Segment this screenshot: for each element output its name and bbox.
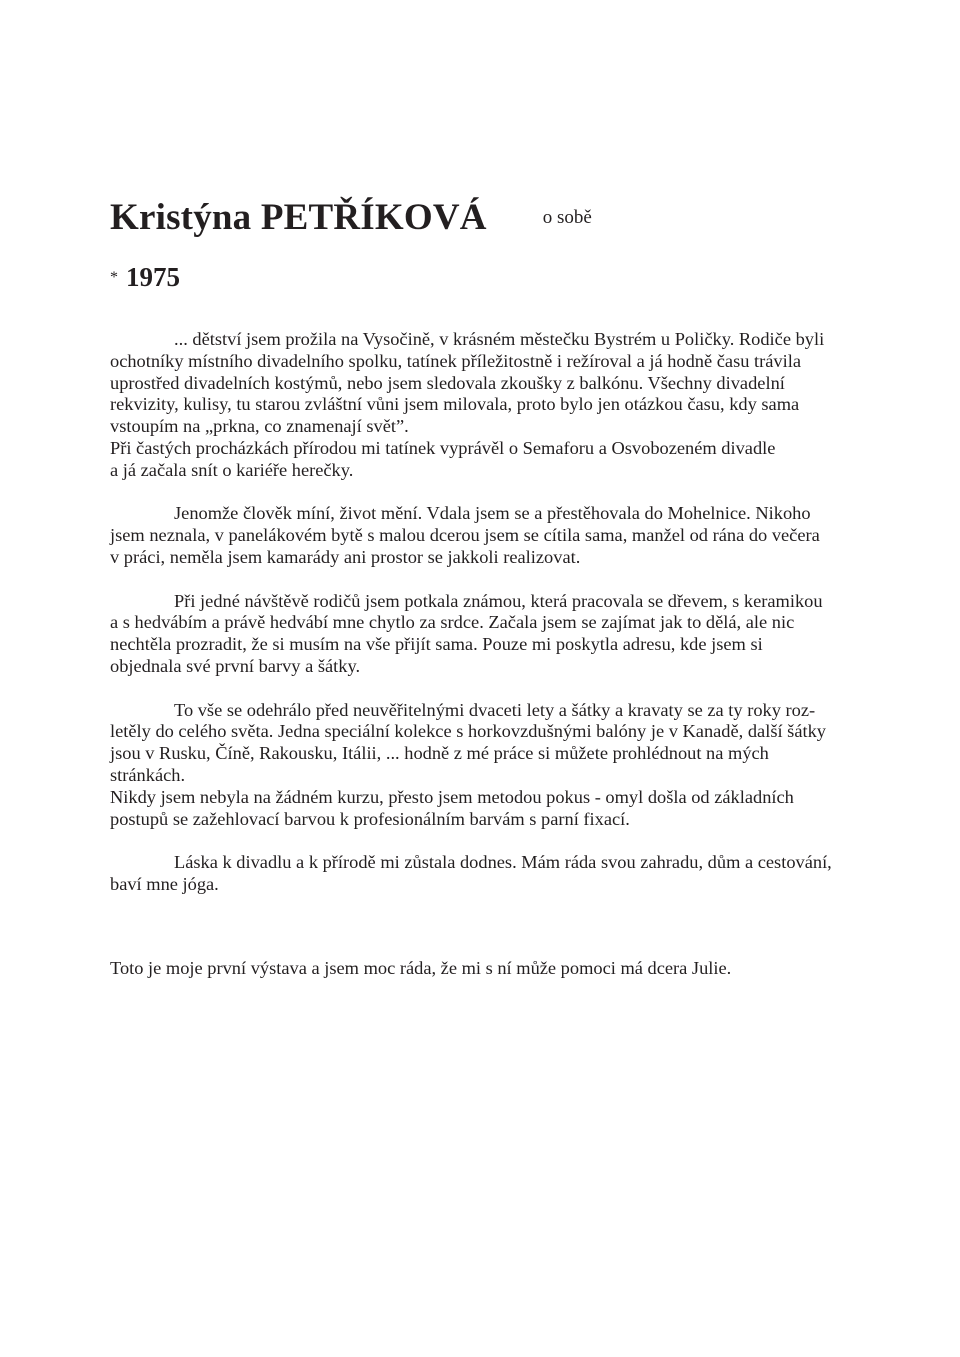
- text-line: Nikdy jsem nebyla na žádném kurzu, přesto jsem metodou pokus - omyl došla od základních: [110, 786, 794, 807]
- text-line: a s hedvábím a právě hedvábí mne chytlo za srdce. Začala jsem se zajímat jak to dělá, ale nic: [110, 612, 795, 633]
- paragraph-hobbies: [110, 852, 878, 896]
- heading-row: [110, 196, 592, 239]
- text-line: jsem neznala, v panelákovém bytě s malou dcerou jsem se cítila sama, manžel od rána do večera: [110, 525, 820, 546]
- text-line: Při jedné návštěvě rodičů jsem potkala známou, která pracovala se dřevem, s keramikou: [174, 590, 823, 611]
- biography-text: [110, 329, 878, 918]
- text-line: stránkách.: [110, 764, 186, 785]
- text-line: ... dětství jsem prožila na Vysočině, v krásném městečku Bystrém u Poličky. Rodiče byli: [174, 329, 825, 349]
- text-line: rekvizity, kulisy, tu starou zvláštní vůni jsem milovala, proto bylo jen otázkou času, kdy sama: [110, 394, 800, 415]
- birth-symbol: *: [110, 269, 118, 286]
- text-line: nechtěla prozradit, že si musím na vše přijít sama. Pouze mi poskytla adresu, kde jsem si: [110, 634, 763, 655]
- paragraph-world: [110, 700, 878, 831]
- text-line: To vše se odehrálo před neuvěřitelnými dvaceti lety a šátky a kravaty se za ty roky roz-: [174, 699, 816, 720]
- text-line: postupů se zažehlovací barvou k profesionálním barvám s parní fixací.: [110, 808, 630, 829]
- text-line: jsou v Rusku, Číně, Rakousku, Itálii, ... hodně z mé práce si můžete prohlédnout na mých: [110, 743, 769, 764]
- birth-line: [110, 262, 180, 293]
- author-name: Kristýna PETŘÍKOVÁ: [110, 197, 487, 238]
- text-line: Při častých procházkách přírodou mi tatínek vyprávěl o Semaforu a Osvobozeném divadle: [110, 437, 776, 458]
- closing-note: Toto je moje první výstava a jsem moc ráda, že mi s ní může pomoci má dcera Julie.: [110, 958, 732, 978]
- paragraph-marriage: [110, 503, 878, 568]
- paragraph-childhood: [110, 329, 878, 482]
- text-line: letěly do celého světa. Jedna speciální kolekce s horkovzdušnými balóny je v Kanadě, další šátky: [110, 721, 827, 742]
- birth-year: 1975: [126, 262, 180, 292]
- text-line: Láska k divadlu a k přírodě mi zůstala dodnes. Mám ráda svou zahradu, dům a cestování,: [174, 852, 832, 873]
- text-line: a já začala snít o kariéře herečky.: [110, 459, 354, 480]
- paragraph-silk: [110, 591, 878, 678]
- text-line: v práci, neměla jsem kamarády ani prostor se jakkoli realizovat.: [110, 546, 581, 567]
- text-line: baví mne jóga.: [110, 873, 219, 894]
- text-line: objednala své první barvy a šátky.: [110, 655, 361, 676]
- text-line: uprostřed divadelních kostýmů, nebo jsem sledovala zkoušky z balkónu. Všechny divadelní: [110, 372, 785, 393]
- text-line: vstoupím na „prkna, co znamenají svět”.: [110, 416, 409, 437]
- subtitle: o sobě: [542, 207, 592, 228]
- text-line: ochotníky místního divadelního spolku, tatínek příležitostně i režíroval a já hodně času trávila: [110, 350, 802, 371]
- text-line: Jenomže člověk míní, život mění. Vdala jsem se a přestěhovala do Mohelnice. Nikoho: [174, 503, 811, 524]
